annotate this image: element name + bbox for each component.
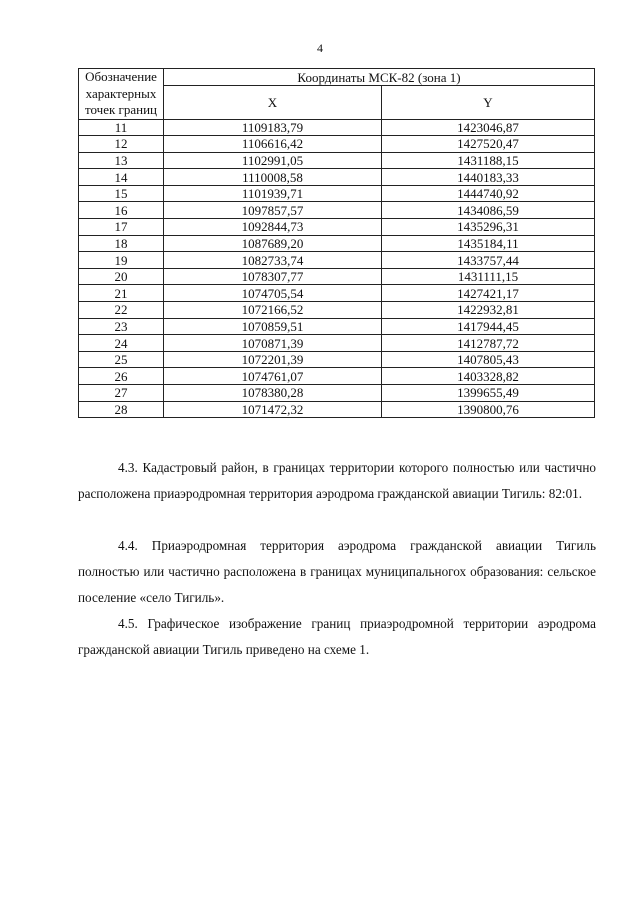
y-coordinate-cell: 1403328,82 bbox=[382, 368, 595, 385]
y-coordinate-cell: 1435296,31 bbox=[382, 219, 595, 236]
y-coordinate-cell: 1427520,47 bbox=[382, 136, 595, 153]
point-number-cell: 18 bbox=[79, 235, 164, 252]
header-designation: Обозначение характерных точек границ bbox=[79, 69, 164, 120]
paragraph-4-4-text: 4.4. Приаэродромная территория аэродрома гражданской авиации Тигиль полностью или частично расположена в границах муниципальногох образования: сельское поселение «село Тигиль». bbox=[78, 538, 596, 605]
x-coordinate-cell: 1087689,20 bbox=[164, 235, 382, 252]
paragraph-4-3-text: 4.3. Кадастровый район, в границах территории которого полностью или частично расположена приаэродромная территория аэродрома гражданской авиации Тигиль: 82:01. bbox=[78, 460, 596, 501]
paragraph-4-5-text: 4.5. Графическое изображение границ приаэродромной территории аэродрома гражданской авиации Тигиль приведено на схеме 1. bbox=[78, 616, 596, 657]
point-number-cell: 15 bbox=[79, 185, 164, 202]
point-number-cell: 14 bbox=[79, 169, 164, 186]
y-coordinate-cell: 1444740,92 bbox=[382, 185, 595, 202]
x-coordinate-cell: 1070859,51 bbox=[164, 318, 382, 335]
table-row bbox=[79, 169, 595, 186]
table-row bbox=[79, 235, 595, 252]
x-coordinate-cell: 1082733,74 bbox=[164, 252, 382, 269]
x-coordinate-cell: 1070871,39 bbox=[164, 335, 382, 352]
y-coordinate-cell: 1423046,87 bbox=[382, 119, 595, 136]
y-coordinate-cell: 1417944,45 bbox=[382, 318, 595, 335]
x-coordinate-cell: 1078380,28 bbox=[164, 385, 382, 402]
point-number-cell: 25 bbox=[79, 351, 164, 368]
y-coordinate-cell: 1399655,49 bbox=[382, 385, 595, 402]
table-row bbox=[79, 401, 595, 418]
table-row bbox=[79, 202, 595, 219]
table-row bbox=[79, 185, 595, 202]
x-coordinate-cell: 1109183,79 bbox=[164, 119, 382, 136]
y-coordinate-cell: 1435184,11 bbox=[382, 235, 595, 252]
table-row bbox=[79, 152, 595, 169]
paragraph-4-3 bbox=[78, 455, 596, 507]
paragraph-4-5 bbox=[78, 611, 596, 663]
table-row bbox=[79, 368, 595, 385]
y-coordinate-cell: 1427421,17 bbox=[382, 285, 595, 302]
y-coordinate-cell: 1431188,15 bbox=[382, 152, 595, 169]
table-row bbox=[79, 219, 595, 236]
y-coordinate-cell: 1390800,76 bbox=[382, 401, 595, 418]
point-number-cell: 28 bbox=[79, 401, 164, 418]
x-coordinate-cell: 1092844,73 bbox=[164, 219, 382, 236]
x-coordinate-cell: 1074705,54 bbox=[164, 285, 382, 302]
table-row bbox=[79, 268, 595, 285]
table-row bbox=[79, 318, 595, 335]
x-coordinate-cell: 1110008,58 bbox=[164, 169, 382, 186]
table-row bbox=[79, 351, 595, 368]
header-coordinates: Координаты МСК-82 (зона 1) bbox=[164, 69, 595, 86]
page-number: 4 bbox=[317, 41, 323, 55]
point-number-cell: 27 bbox=[79, 385, 164, 402]
x-coordinate-cell: 1101939,71 bbox=[164, 185, 382, 202]
point-number-cell: 17 bbox=[79, 219, 164, 236]
y-coordinate-cell: 1412787,72 bbox=[382, 335, 595, 352]
y-coordinate-cell: 1407805,43 bbox=[382, 351, 595, 368]
point-number-cell: 22 bbox=[79, 302, 164, 319]
x-coordinate-cell: 1106616,42 bbox=[164, 136, 382, 153]
table-row bbox=[79, 385, 595, 402]
x-coordinate-cell: 1072201,39 bbox=[164, 351, 382, 368]
x-coordinate-cell: 1102991,05 bbox=[164, 152, 382, 169]
y-coordinate-cell: 1434086,59 bbox=[382, 202, 595, 219]
paragraph-4-4 bbox=[78, 533, 596, 611]
x-coordinate-cell: 1097857,57 bbox=[164, 202, 382, 219]
point-number-cell: 23 bbox=[79, 318, 164, 335]
header-x: X bbox=[164, 86, 382, 119]
point-number-cell: 19 bbox=[79, 252, 164, 269]
x-coordinate-cell: 1071472,32 bbox=[164, 401, 382, 418]
table-row bbox=[79, 335, 595, 352]
point-number-cell: 12 bbox=[79, 136, 164, 153]
point-number-cell: 20 bbox=[79, 268, 164, 285]
table-row bbox=[79, 302, 595, 319]
table-row bbox=[79, 136, 595, 153]
table-body bbox=[79, 119, 595, 418]
point-number-cell: 24 bbox=[79, 335, 164, 352]
point-number-cell: 13 bbox=[79, 152, 164, 169]
header-y: Y bbox=[382, 86, 595, 119]
point-number-cell: 16 bbox=[79, 202, 164, 219]
x-coordinate-cell: 1078307,77 bbox=[164, 268, 382, 285]
y-coordinate-cell: 1433757,44 bbox=[382, 252, 595, 269]
coordinates-table bbox=[78, 68, 595, 418]
table-row bbox=[79, 252, 595, 269]
y-coordinate-cell: 1440183,33 bbox=[382, 169, 595, 186]
point-number-cell: 21 bbox=[79, 285, 164, 302]
y-coordinate-cell: 1422932,81 bbox=[382, 302, 595, 319]
x-coordinate-cell: 1074761,07 bbox=[164, 368, 382, 385]
y-coordinate-cell: 1431111,15 bbox=[382, 268, 595, 285]
table-row bbox=[79, 285, 595, 302]
point-number-cell: 11 bbox=[79, 119, 164, 136]
point-number-cell: 26 bbox=[79, 368, 164, 385]
table-row bbox=[79, 119, 595, 136]
x-coordinate-cell: 1072166,52 bbox=[164, 302, 382, 319]
